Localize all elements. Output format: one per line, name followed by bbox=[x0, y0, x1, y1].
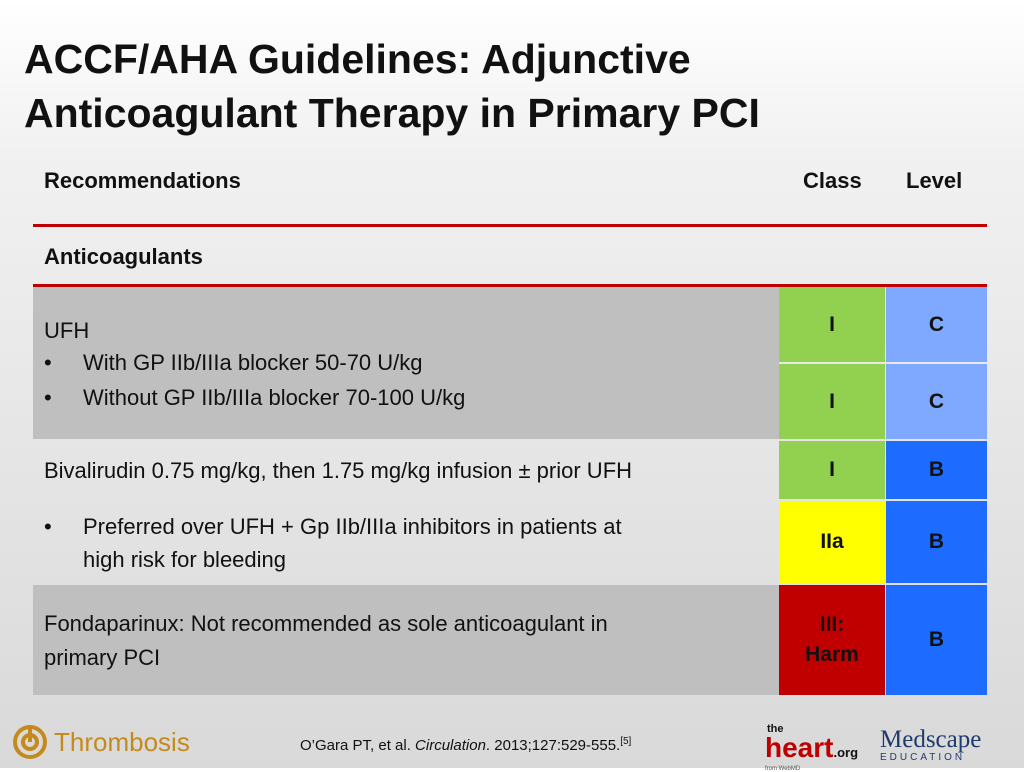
bullet-icon: • bbox=[44, 385, 52, 410]
citation-authors: O’Gara PT, et al. bbox=[300, 737, 416, 754]
bullet-icon: • bbox=[44, 350, 52, 375]
ufh-class-2: I bbox=[779, 364, 885, 439]
preferred-level: B bbox=[886, 501, 987, 583]
bivalirudin-class: I bbox=[779, 441, 885, 499]
title-line-1: ACCF/AHA Guidelines: Adjunctive bbox=[24, 36, 691, 82]
slide-title bbox=[24, 32, 984, 140]
bullet-icon: • bbox=[44, 514, 52, 539]
section-anticoagulants: Anticoagulants bbox=[44, 244, 203, 269]
preferred-line-1: Preferred over UFH + Gp IIb/IIIa inhibitors in patients at bbox=[83, 514, 622, 539]
citation bbox=[300, 736, 631, 754]
ufh-bullet-2: Without GP IIb/IIIa blocker 70-100 U/kg bbox=[83, 385, 466, 410]
medscape-logo-sub: EDUCATION bbox=[880, 752, 966, 763]
preferred-line-2: high risk for bleeding bbox=[83, 547, 287, 572]
thrombosis-logo bbox=[12, 724, 190, 760]
citation-ref: [5] bbox=[620, 736, 632, 747]
header-class: Class bbox=[803, 168, 862, 193]
header-divider bbox=[33, 224, 987, 227]
citation-journal: Circulation bbox=[415, 737, 486, 754]
header-level: Level bbox=[906, 168, 963, 193]
fondaparinux-class bbox=[779, 585, 885, 695]
preferred-class: IIa bbox=[779, 501, 885, 583]
fondaparinux-line-1: Fondaparinux: Not recommended as sole anticoagulant in bbox=[44, 611, 608, 636]
title-line-2: Anticoagulant Therapy in Primary PCI bbox=[24, 90, 760, 136]
medscape-logo bbox=[880, 728, 981, 764]
ufh-label: UFH bbox=[44, 318, 90, 343]
ufh-level-1: C bbox=[886, 287, 987, 362]
theheart-logo-main: heart bbox=[765, 732, 834, 763]
ufh-bullet-1: With GP IIb/IIIa blocker 50-70 U/kg bbox=[83, 350, 423, 375]
fondaparinux-level: B bbox=[886, 585, 987, 695]
citation-details: . 2013;127:529-555. bbox=[485, 737, 621, 754]
theheart-logo-sub: from WebMD bbox=[765, 766, 801, 772]
header-recommendations: Recommendations bbox=[44, 168, 241, 193]
ufh-level-2: C bbox=[886, 364, 987, 439]
theheart-logo-org: .org bbox=[833, 745, 859, 760]
bivalirudin-label: Bivalirudin 0.75 mg/kg, then 1.75 mg/kg infusion ± prior UFH bbox=[44, 458, 633, 483]
fondaparinux-line-2: primary PCI bbox=[44, 645, 161, 670]
row-fondaparinux-bg bbox=[33, 585, 779, 695]
bivalirudin-level: B bbox=[886, 441, 987, 499]
ufh-class-1: I bbox=[779, 287, 885, 362]
theheart-logo bbox=[765, 724, 858, 772]
thrombosis-logo-text: Thrombosis bbox=[54, 726, 190, 757]
fondaparinux-class-line-2: Harm bbox=[805, 643, 859, 666]
theheart-logo-the: the bbox=[767, 723, 784, 735]
thrombosis-logo-icon bbox=[12, 724, 48, 760]
medscape-logo-text: Medscape bbox=[880, 726, 982, 753]
fondaparinux-class-line-1: III: bbox=[819, 613, 845, 636]
